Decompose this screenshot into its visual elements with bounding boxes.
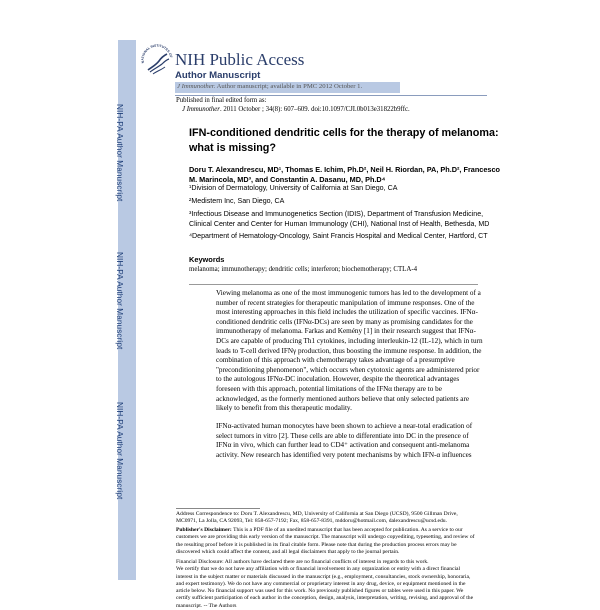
nih-logo-lettering: NATIONAL INSTITUTES OF	[140, 43, 174, 64]
affiliation-3-line: ³Infectious Disease and Immunogenetics Section (IDIS), Department of Transfusion Medicine,	[189, 210, 484, 218]
header-rule	[175, 95, 487, 96]
body-line: leads to T-cell derived IFNγ production, thus boosting the immune response. In addition, the	[216, 346, 482, 355]
body-line: Viewing melanoma as one of the most immunogenic tumors has led to the development of a	[216, 289, 481, 297]
sidebar-label-top: NIH-PA Author Manuscript	[115, 104, 124, 202]
body-line: foreseen with this approach, potential limitations of the IFNα therapy are to be	[216, 384, 442, 393]
sidebar-label-bottom: NIH-PA Author Manuscript	[115, 402, 124, 500]
footnote-line: and expert testimony). We do not have any commercial or proprietary interest in any drug, device, or equipment mentioned in the	[176, 580, 466, 587]
footnote-line: customers we are providing this early version of the manuscript. The manuscript will undergo copyediting, typesetting, and review of	[176, 534, 475, 541]
author-manuscript-label: Author Manuscript	[175, 70, 261, 81]
author-line: Doru T. Alexandrescu, MD¹, Thomas E. Ichim, Ph.D², Neil H. Riordan, PA, Ph.D², Francesco	[189, 165, 500, 174]
abstract-rule	[189, 284, 478, 285]
svg-text:NATIONAL INSTITUTES OF HEALTH	[140, 43, 173, 63]
affiliation-4: ⁴Department of Hematology-Oncology, Saint Francis Hospital and Medical Center, Hartford, CT	[189, 232, 488, 240]
body-paragraph-2	[216, 422, 478, 460]
footnote-line: Financial Disclosure: All authors have declared there are no financial conflicts of interest in regards to this work.	[176, 559, 429, 565]
affiliation-3	[189, 210, 489, 230]
article-title	[189, 126, 499, 155]
footnote-line: the resulting proof before it is published in its final citable form. Please note that during the production process errors may be	[176, 541, 457, 548]
article-title-line: what is missing?	[189, 141, 276, 154]
keywords-list: melanoma; immunotherapy; dendritic cells; interferon; biochemotherapy; CTLA-4	[189, 266, 418, 273]
disclaimer-text: This is a PDF file of an unedited manuscript that has been accepted for publication. As a service to our	[231, 527, 463, 533]
footnote-line: We certify that we do not have any affiliation with or financial involvement in any organization or entity with a direct financial	[176, 566, 461, 573]
body-line: to the autologous IFNα-DC inoculation. However, despite the theoretical advantages	[216, 375, 460, 384]
publication-journal: J Immunother	[182, 106, 220, 113]
correspondence-footnote	[176, 511, 488, 526]
body-line: DCs are capable of producing Th1 cytokines, including interleukin-12 (IL-12), which in turn	[216, 336, 483, 345]
article-title-line: IFN-conditioned dendritic cells for the therapy of melanoma:	[189, 127, 499, 139]
footnote-line: Address Correspondence to: Doru T. Alexandrescu, MD, University of California at San Diego (UCSD), 9500 Gillman Drive,	[176, 511, 458, 517]
nih-public-access-title: NIH Public Access	[175, 50, 305, 69]
footnote-line: manuscript. -- The Authors	[176, 602, 237, 609]
footnote-rule	[176, 508, 260, 509]
manuscript-availability	[177, 83, 362, 90]
published-in-label: Published in final edited form as:	[176, 97, 267, 104]
publication-citation	[182, 106, 410, 113]
affiliation-3-line: Clinical Center and Center for Human Immunology (CHI), National Inst of Health, Bethesda, MD	[189, 219, 490, 228]
footnote-line: MC0971, La Jolla, CA 92093, Tel: 858-657-7192; Fax, 858-657-8391, mddoru@hotmail.com, dalexandrescu@ucsd.edu.	[176, 518, 447, 525]
footnote-line: discovered which could affect the content, and all legal disclaimers that apply to the journal pertain.	[176, 548, 400, 555]
body-line: immunotherapy of melanoma. Farkas and Kemény [1] in their research suggest that IFNα-	[216, 327, 476, 336]
body-line: "preconditioning phenomenon", which occurs when cytotoxic agents are administered prior	[216, 365, 480, 374]
disclaimer-label: Publisher's Disclaimer:	[176, 527, 232, 533]
keywords-heading: Keywords	[189, 255, 225, 264]
footnote-line: certify sufficient participation of each author in the conception, design, analysis, interpretation, writing, revising, and approval of the	[176, 595, 474, 602]
body-line: conditioned dendritic cells (IFNα-DCs) are seen by many as promising candidates for the	[216, 317, 473, 326]
body-line: activity. New research has identified very potent mechanisms by which IFN-α influences	[216, 450, 472, 459]
body-line: likely to benefit from this therapeutic modality.	[216, 404, 352, 413]
sidebar-label-middle: NIH-PA Author Manuscript	[115, 252, 124, 350]
publisher-disclaimer	[176, 527, 488, 556]
body-line: IFNα in vivo, which can further lead to CD4⁺ activation and consequent anti-melanoma	[216, 441, 470, 450]
publication-details: . 2011 October ; 34(8): 607–609. doi:10.1097/CJI.0b013e31822b9ffc.	[219, 106, 410, 113]
header-journal: J Immunother.	[177, 83, 216, 90]
body-line: select tumors in vitro [2]. These cells are able to differentiate into DC in the presence of	[216, 431, 469, 440]
footnote-line: interest in the subject matter or materials discussed in the manuscript (e.g., employment, consultancies, stock ownership, honoraria,	[176, 573, 471, 580]
body-line: acknowledged, as the formerly mentioned authors believe that only selected patients are	[216, 394, 470, 403]
author-line: M. Marincola, MD³, and Constantin A. Dasanu, MD, Ph.D⁴	[189, 175, 386, 184]
body-paragraph-1	[216, 289, 483, 414]
header-availability-text: Author manuscript; available in PMC 2012 October 1.	[215, 83, 363, 90]
footnote-line: article below. No financial support was used for this work. No previously published figures or tables were used in this paper. We	[176, 588, 464, 595]
body-line: most interesting approaches in this field includes the utilization of specific vaccines. IFNα-	[216, 308, 478, 317]
body-line: number of recent strategies for therapeutic manipulation of immune responses. One of the	[216, 298, 475, 307]
nih-logo	[140, 43, 174, 77]
financial-disclosure	[176, 559, 488, 610]
affiliation-1: ¹Division of Dermatology, University of California at San Diego, CA	[189, 184, 398, 192]
affiliation-2: ²Medistem Inc, San Diego, CA	[189, 197, 285, 205]
author-list	[189, 165, 500, 185]
body-line: combination of this approach with chemotherapy takes advantage of a presumptive	[216, 356, 455, 365]
body-line: IFNα-activated human monocytes have been shown to achieve a near-total eradication of	[216, 422, 473, 430]
